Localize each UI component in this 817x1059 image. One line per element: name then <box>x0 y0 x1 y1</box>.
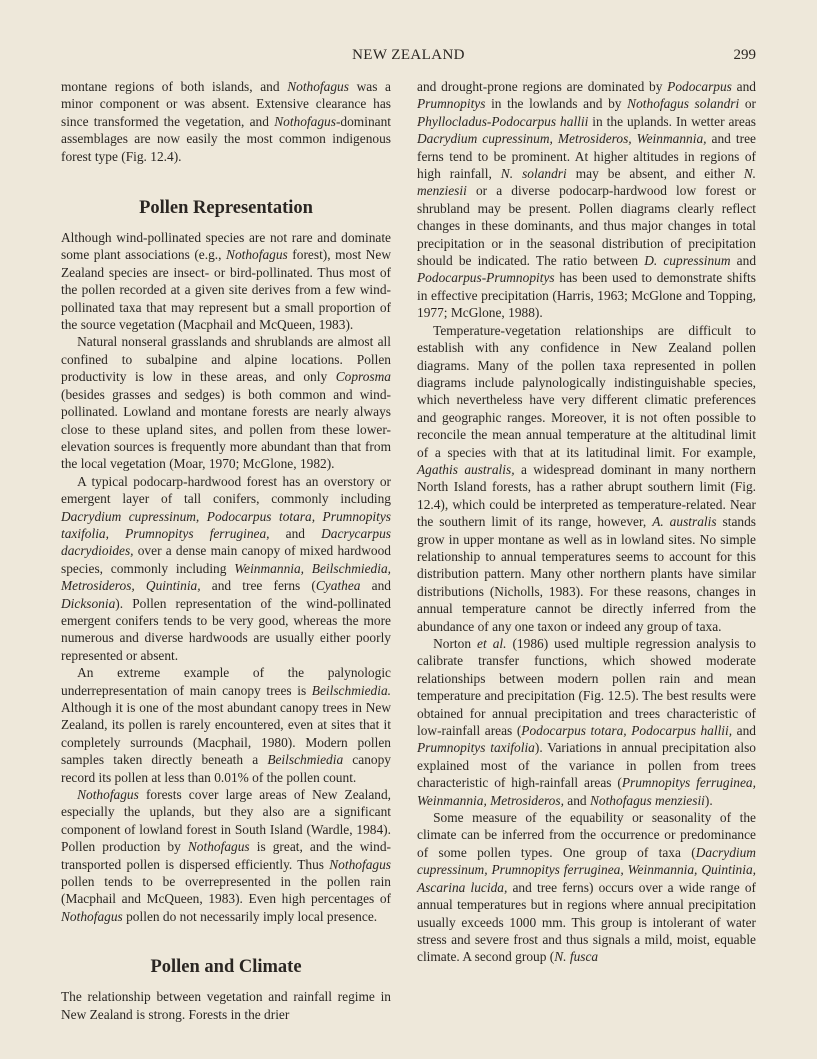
page-number: 299 <box>733 47 756 63</box>
paragraph: A typical podocarp-hardwood forest has an overstory or emergent layer of tall conifers, commonly including Dacrydium cupressinum, Podocarpus totara, Prumnopitys taxifolia, Prumnopitys ferruginea, and Dacrycarpus dacrydioides, over a dense main canopy of mixed hardwood species, commonly including Weinmannia, Beilschmiedia, Metrosideros, Quintinia, and tree ferns (Cyathea and Dicksonia). Pollen representation of the wind-pollinated emergent conifers tends to be very good, whereas the more numerous and diverse hardwoods are usually either poorly represented or absent. <box>61 473 392 663</box>
paragraph: An extreme example of the palynologic underrepresentation of main canopy trees is Beilschmiedia. Although it is one of the most abundant canopy trees in New Zealand, its pollen is rarely encountered, even at sites that it completely surrounds (Macphail, 1980). Modern pollen samples taken directly beneath a Beilschmiedia canopy record its pollen at less than 0.01% of the pollen count. <box>61 665 391 785</box>
section-heading-pollen-and-climate: Pollen and Climate <box>150 957 302 978</box>
paragraph: Nothofagus forests cover large areas of New Zealand, especially the uplands, but they also are a significant component of lowland forest in South Island (Wardle, 1984). Pollen production by Nothofagus is great, and the wind-transported pollen is dispersed efficiently. Thus Nothofagus pollen tends to be overrepresented in the pollen rain (Macphail and McQueen, 1983). Even high percentages of Nothofagus pollen do not necessarily imply local presence. <box>61 787 392 924</box>
paragraph: Although wind-pollinated species are not rare and dominate some plant associations (e.g., Nothofagus forest), most New Zealand species are insect- or bird-pollinated. Thus most of the pollen recorded at a given site derives from a few wind-pollinated taxa that may represent but a small proportion of the source vegetation (Macphail and McQueen, 1983). <box>61 230 391 333</box>
paragraph: Temperature-vegetation relationships are difficult to establish with any confidence in New Zealand pollen diagrams. Many of the pollen taxa represented in pollen diagrams include palynologically indistinguishable species, which nevertheless have very different climatic preferences and geographic ranges. Moreover, it is not often possible to reconcile the mean annual temperature at the altitudinal limit of a species with that at its latitudinal limit. For example, Agathis australis, a widespread dominant in many northern North Island forests, has a rather abrupt southern limit (Fig. 12.4), which could be interpreted as temperature-related. Near the southern limit of its range, however, A. australis stands grow in upper montane as well as in lowland sites. No simple relationship to annual temperatures seems to account for this distribution pattern. Many other northern plants have similar distributions (Nicholls, 1983). For these reasons, changes in annual temperature cannot be directly inferred from the abundance of any one taxon or indeed any group of taxa. <box>417 322 756 634</box>
paragraph: montane regions of both islands, and Nothofagus was a minor component or was absent. Extensive clearance has since transformed the vegetation, and Nothofagus-dominant assemblages are now easily the most common indigenous forest type (Fig. 12.4). <box>61 79 391 164</box>
section-heading-pollen-representation: Pollen Representation <box>139 198 313 219</box>
paragraph: Natural nonseral grasslands and shrublands are almost all confined to subalpine and alpine locations. Pollen productivity is low in these areas, and only Coprosma (besides grasses and sedges) is both common and wind-pollinated. Lowland and montane forests are nearly always close to these upland sites, and pollen from these lower-elevation sources is frequently more abundant than that from the local vegetation (Moar, 1970; McGlone, 1982). <box>61 334 391 472</box>
left-column <box>61 78 391 1023</box>
paragraph: and drought-prone regions are dominated by Podocarpus and Prumnopitys in the lowlands and by Nothofagus solandri or Phyllocladus-Podocarpus hallii in the uplands. In wetter areas Dacrydium cupressinum, Metrosideros, Weinmannia, and tree ferns tend to be prominent. At higher altitudes in regions of high rainfall, N. solandri may be absent, and either N. menziesii or a diverse podocarp-hardwood low forest or shrubland may be present. Pollen diagrams clearly reflect changes in these dominants, and thus major changes in total precipitation or in the seasonal distribution of precipitation should be indicated. The ratio between D. cupressinum and Podocarpus-Prumnopitys has been used to demonstrate shifts in effective precipitation (Harris, 1963; McGlone and Topping, 1977; McGlone, 1988). <box>417 79 757 321</box>
right-column <box>417 78 756 966</box>
paragraph: Some measure of the equability or seasonality of the climate can be inferred from the occurrence or predominance of some pollen types. One group of taxa (Dacrydium cupressinum, Prumnopitys ferruginea, Weinmannia, Quintinia, Ascarina lucida, and tree ferns) occurs over a wide range of annual temperatures but in regions where annual precipitation usually exceeds 1000 mm. This group is intolerant of water stress and severe frost and thus signals a mild, moist, equable climate. A second group (N. fusca <box>417 810 756 965</box>
paragraph: Norton et al. (1986) used multiple regression analysis to calibrate transfer functions, which showed moderate relationships between modern pollen rain and mean temperature and precipitation (Fig. 12.5). The best results were obtained for annual precipitation and trees characteristic of low-rainfall areas (Podocarpus totara, Podocarpus hallii, and Prumnopitys taxifolia). Variations in annual precipitation also explained most of the variance in pollen from trees characteristic of high-rainfall areas (Prumnopitys ferruginea, Weinmannia, Metrosideros, and Nothofagus menziesii). <box>417 636 756 808</box>
running-title: NEW ZEALAND <box>352 47 465 63</box>
paragraph: The relationship between vegetation and rainfall regime in New Zealand is strong. Forests in the drier <box>61 989 391 1022</box>
